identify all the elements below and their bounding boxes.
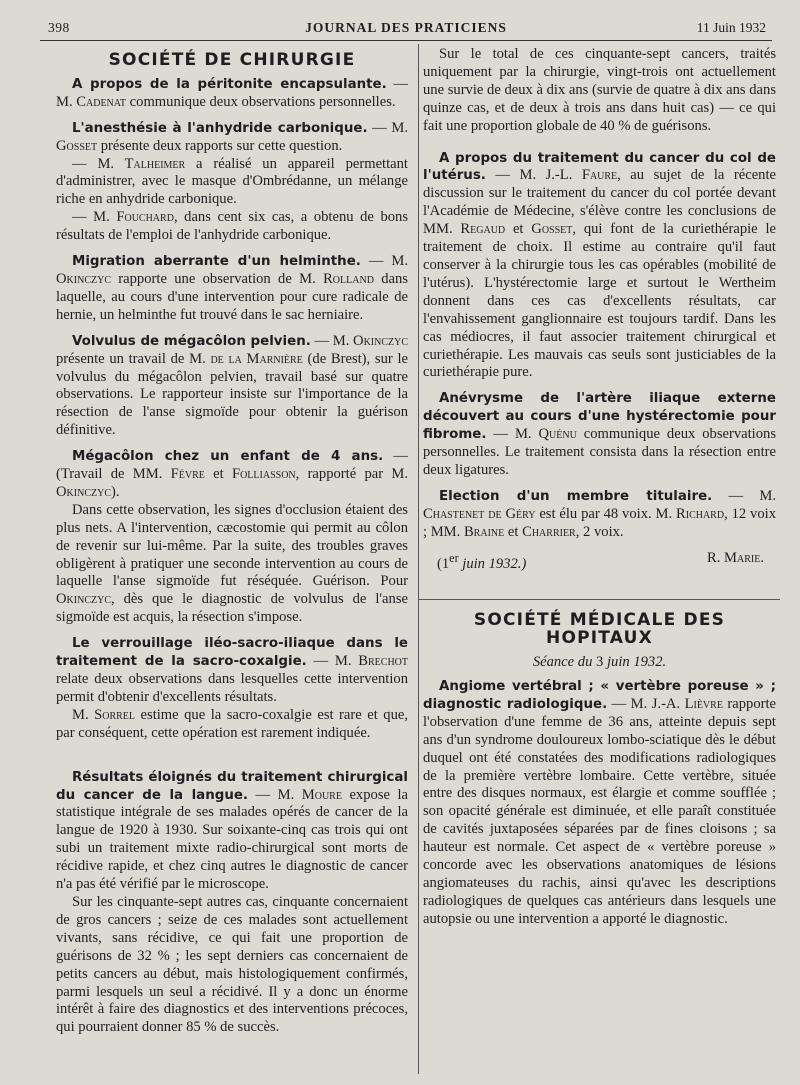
seance-date xyxy=(423,654,776,672)
signature-author: R. Marie. xyxy=(707,549,764,566)
seance-month: juin 1932. xyxy=(603,654,667,671)
author: Folliasson xyxy=(231,466,296,483)
article-title: Angiome vertébral ; « vertèbre poreuse » ; diagnostic radiologique. xyxy=(423,679,776,712)
article-title: Résultats éloignés du traitement chirurgical du cancer de la langue. xyxy=(56,769,408,803)
article-text: , dès que le diagnostic de volvulus de l'anse sigmoïde est acquis, la résection s'impose. xyxy=(56,591,408,626)
article-text: estime que la sacro-coxalgie est rare et que, par conséquent, cette opération est rarement indiquée. xyxy=(56,706,408,741)
left-column xyxy=(56,52,408,1045)
section-title-hopitaux: SOCIÉTÉ MÉDICALE DES HOPITAUX xyxy=(473,610,726,649)
author: M. Moure xyxy=(277,786,342,803)
article-title: Migration aberrante d'un helminthe. xyxy=(72,254,361,270)
article-helminthe: Migration aberrante d'un helminthe. — M. Okinczyc rapporte une observation de M. Rolland dans laquelle, au cours d'une intervention pour cure radicale de hernie, un helminthe fut trouvé dans le sac herniaire. xyxy=(56,253,409,323)
author: M. Chastenet de Géry xyxy=(423,487,777,522)
article-verrouillage: Le verrouillage iléo-sacro-iliaque dans le traitement de la sacro-coxalgie. — M. Brechot relate deux observations dans lesquelles cette intervention permit d'obtenir d'excellents résultats. M. Sorrel estime que la sacro-coxalgie est rare et que, par conséquent, cette opération est rarement indiquée. xyxy=(56,636,408,741)
ordinal-suffix: er xyxy=(449,550,459,565)
section-divider xyxy=(419,599,780,600)
article-cancer-langue: Résultats éloignés du traitement chirurgical du cancer de la langue. — M. Moure expose la statistique intégrale de ses malades opérés de cancer de la langue de 1920 à 1930. Sur soixante-cinq cas trois qui ont subi un traitement mixte radio-chirurgical sont morts de récidive rapide, et chez cinq autres le diagnostic de cancer n'a pas été vérifié par le microscope. Sur les cinquante-sept autres cas, cinquante concernaient de gros cancers ; seize de ces malades sont actuellement vivants, sans récidive, ce qui fait une proportion de guérisons de 32 % ; les sept derniers cas concernaient de petits cancers au début, mais histologiquement confirmés, parmi lesquels un seul a récidivé. Il y a donc un énorme intérêt à faire des diagnostics et des interventions précoces, qui pourraient donner 85 % de succès. xyxy=(56,769,409,1036)
article-megacolon: Mégacôlon chez un enfant de 4 ans. — (Travail de MM. Févre et Folliasson, rapporté par M. Okinczyc). Dans cette observation, les signes d'occlusion étaient des plus nets. A l'intervention, cæcostomie qui permit au côlon de revenir sur lui-même. Par la suite, des troubles graves obligèrent à pratiquer une seconde intervention au cours de laquelle l'anse sigmoïde fut réséquée. Guérison. Pour Okinczyc, dès que le diagnostic de volvulus de l'anse sigmoïde est acquis, la résection s'impose. xyxy=(56,448,408,626)
article-text: , rapporté par M. xyxy=(295,466,408,483)
author: de la Marnière xyxy=(210,350,303,367)
author: Charrier xyxy=(522,523,576,540)
author: M. Quénu xyxy=(514,426,577,443)
author: M. Cadenat xyxy=(56,93,127,110)
author: M. Talheimer xyxy=(97,155,186,172)
seance-day: 3 xyxy=(596,654,604,671)
article-text: a réalisé un appareil permettant d'administrer, avec le masque d'Ombrédanne, un mélange riche en anhydride carbonique. xyxy=(56,155,408,208)
author: M. Brechot xyxy=(334,653,408,670)
article-title: A propos de la péritonite encapsulante. xyxy=(72,76,387,92)
author: Braine xyxy=(463,523,505,540)
article-title: Le verrouillage iléo-sacro-iliaque dans le traitement de la sacro-coxalgie. xyxy=(56,636,408,670)
article-volvulus: Volvulus de mégacôlon pelvien. — M. Okinczyc présente un travail de M. de la Marnière (de Brest), sur le volvulus du mégacôlon pelvien, travail basé sur quatre observations. Le rapporteur insiste sur l'importance de la résection de l'anse sigmoïde pour obtenir la guérison définitive. xyxy=(56,332,409,439)
author: Févre xyxy=(170,466,205,483)
running-header xyxy=(40,14,772,41)
page-number: 398 xyxy=(48,20,70,35)
section-title-chirurgie: SOCIÉTÉ DE CHIRURGIE xyxy=(108,50,356,70)
article-cancer-col: A propos du traitement du cancer du col de l'utérus. — M. J.-L. Faure, au sujet de la récente discussion sur le traitement du cancer du col portée devant l'Académie de Médecine, s'élève contre les conclusions de MM. Regaud et Gosset, qui font de la curiethérapie le traitement de choix. Il estime au contraire qu'il faut conserver à la chirurgie tous les cas opérables (mobilité de l'utérus). L'hystérectomie large et surtout le Wertheim donnent dans ces cas d'excellents résultats, car l'envahissement ganglionnaire est toujours tardif. Dans les cas médiocres, il faut associer traitement chirurgical et curiethérapie. Les mauvais cas seuls sont justiciables de la curiethérapie pure. xyxy=(423,150,777,381)
journal-title: JOURNAL DES PRATICIENS xyxy=(305,20,507,35)
article-text: , 12 voix ; MM. xyxy=(423,505,776,540)
article-text: et xyxy=(204,466,232,483)
article-title: L'anesthésie à l'anhydride carbonique. xyxy=(72,120,368,136)
article-text: rapporte l'observation d'une femme de 36 ans, atteinte depuis sept ans d'un syndrome douloureux lombo-sciatique dès le début duquel ont été constatées des modifications radiologiques de la première vertèbre lombaire. Cette vertèbre, située entre des disques normaux, est élargie et comme soufflée ; son opacité générale est diminuée, et elle paraît constituée de cavités juxtaposées séparées par de fines cloisons ; sa hauteur est normale. Cet aspect de « vertèbre poreuse » concorde avec les observations anatomiques de lésions angiomateuses du rachis, ainsi qu'avec les descriptions radiologiques de quelques cas antérieurs dans lesquels une autopsie ou une intervention a apporté le diagnostic. xyxy=(423,695,777,927)
author: Rolland xyxy=(323,270,374,287)
author: Regaud xyxy=(460,221,506,238)
author: M. Okinczyc xyxy=(332,332,409,349)
article-text: (de Brest), sur le volvulus du mégacôlon pelvien, travail basé sur quatre observations. Le rapporteur insiste sur l'importance de la résection de l'anse sigmoïde pour obtenir la guérison définitive. xyxy=(56,350,408,439)
article-text: ). xyxy=(110,483,120,500)
issue-date: 11 Juin 1932 xyxy=(696,20,766,35)
article-text: relate deux observations dans lesquelles cette intervention permit d'obtenir d'excellents résultats. xyxy=(56,671,408,705)
author: Richard xyxy=(676,505,725,522)
author: M. Sorrel xyxy=(72,706,136,723)
author: Okinczyc xyxy=(56,483,111,500)
article-text: rapporte une observation de M. xyxy=(110,270,324,287)
article-election: Election d'un membre titulaire. — M. Chastenet de Géry est élu par 48 voix. M. Richard, 12 voix ; MM. Braine et Charrier, 2 voix. xyxy=(423,487,777,540)
right-column xyxy=(423,46,776,937)
article-text: , 2 voix. xyxy=(575,523,624,540)
article-anesthesie: L'anesthésie à l'anhydride carbonique. — M. Gosset présente deux rapports sur cette question. — M. Talheimer a réalisé un appareil permettant d'administrer, avec le masque d'Ombrédanne, un mélange riche en anhydride carbonique. — M. Fouchard, dans cent six cas, a obtenu de bons résultats de l'emploi de l'anhydride carbonique. xyxy=(56,119,409,244)
section-signature xyxy=(423,550,776,574)
signature-date: (1er juin 1932.) xyxy=(437,550,527,572)
article-text: et xyxy=(505,221,532,238)
author: Okinczyc xyxy=(56,591,111,608)
author: M. Fouchard xyxy=(93,209,174,226)
article-angiome: Angiome vertébral ; « vertèbre poreuse » ; diagnostic radiologique. — M. J.-A. Lièvre rapporte l'observation d'une femme de 36 ans, atteinte depuis sept ans d'un syndrome douloureux lombo-sciatique dès le début duquel ont été constatées des modifications radiologiques de la première vertèbre lombaire. Cette vertèbre, située entre des disques normaux, est élargie et comme soufflée ; son opacité générale est diminuée, et elle paraît constituée de cavités juxtaposées séparées par de fines cloisons ; sa hauteur est normale. Cet aspect de « vertèbre poreuse » concorde avec les observations anatomiques de lésions angiomateuses du rachis, ainsi qu'avec les descriptions radiologiques de quelques cas antérieurs dans lesquels une autopsie ou une intervention a apporté le diagnostic. xyxy=(423,679,777,927)
article-text: communique deux observations personnelles. xyxy=(126,93,396,110)
article-text: , dans cent six cas, a obtenu de bons résultats de l'emploi de l'anhydride carbonique. xyxy=(56,209,409,244)
article-text: présente deux rapports sur cette question. xyxy=(97,137,343,154)
article-text: communique deux observations personnelles. Le traitement consista dans la résection entre deux ligatures. xyxy=(423,426,777,478)
author: M. J.-A. Lièvre xyxy=(630,695,723,712)
article-title: A propos du traitement du cancer du col de l'utérus. xyxy=(423,150,776,184)
article-text: Sur le total de ces cinquante-sept cancers, traités uniquement par la chirurgie, vingt-trois ont actuellement une survie de deux à dix ans (survie de quatre à dix ans dans quinze cas, et de deux à trois ans dans huit cas) — ce qui fait une proportion globale de 40 % de guérisons. xyxy=(423,46,776,134)
article-title: Election d'un membre titulaire. xyxy=(439,488,713,504)
article-text: Sur les cinquante-sept autres cas, cinquante concernaient de gros cancers ; seize de ces malades sont actuellement vivants, sans récidive, ce qui fait une proportion de guérisons de 32 % ; les sept derniers cas concernaient de petits cancers au début, mais histologiquement confirmés, parmi lesquels un seul a récidivé. Il y a donc un énorme intérêt à faire des diagnostics et des interventions précoces, qui pourraient donner 85 % de succès. xyxy=(56,893,408,1036)
seance-label: Séance du xyxy=(532,654,597,671)
article-title: Volvulus de mégacôlon pelvien. xyxy=(72,333,311,349)
author: M. Gosset xyxy=(56,119,409,154)
article-peritonite: A propos de la péritonite encapsulante. — M. Cadenat communique deux observations personnelles. xyxy=(56,75,408,110)
article-text: , qui font de la curiethérapie le traitement de choix. Il estime au contraire qu'il faut conserver à la chirurgie tous les cas opérables (mobilité de l'utérus). L'hystérectomie large et surtout le Wertheim donnent dans ces cas d'excellents résultats, car l'envahissement ganglionnaire est toujours tardif. Dans les cas médiocres, il faut associer traitement chirurgical et curiethérapie. Les mauvais cas seuls sont justiciables de la curiethérapie pure. xyxy=(423,221,776,381)
article-title: Mégacôlon chez un enfant de 4 ans. xyxy=(72,449,384,465)
article-text: Dans cette observation, les signes d'occlusion étaient des plus nets. A l'intervention, cæcostomie qui permit au côlon de revenir sur lui-même. Par la suite, des troubles graves obligèrent à pratiquer une seconde intervention au cours de laquelle l'anse sigmoïde fut réséquée. Guérison. Pour xyxy=(56,501,408,590)
article-text: présente un travail de M. xyxy=(56,350,211,367)
author: Gosset xyxy=(531,221,573,238)
author: M. J.-L. Faure xyxy=(519,167,618,184)
date-text: juin 1932.) xyxy=(458,555,527,572)
article-text: dans laquelle, au cours d'une intervention pour cure radicale de hernie, un helminthe fut trouvé dans le sac herniaire. xyxy=(56,270,408,323)
article-text: , au sujet de la récente discussion sur le traitement du cancer du col portée devant l'Académie de Médecine, s'élève contre les conclusions de MM. xyxy=(423,167,777,238)
article-text: est élu par 48 voix. M. xyxy=(535,505,676,522)
article-cancer-langue-cont xyxy=(423,46,776,136)
article-text: et xyxy=(504,523,523,540)
author: M. Okinczyc xyxy=(56,253,409,287)
column-rule xyxy=(418,44,419,1074)
article-text: (Travail de MM. xyxy=(56,466,171,483)
article-anevrysme: Anévrysme de l'artère iliaque externe découvert au cours d'une hystérectomie pour fibrome. — M. Quénu communique deux observations personnelles. Le traitement consista dans la résection entre deux ligatures. xyxy=(423,391,777,478)
article-text: expose la statistique intégrale de ses malades opérés de cancer de la langue de 1920 à 1930. Sur soixante-cinq cas trois qui ont subi un traitement mixte radio-chirurgical sont morts de récidive rapide, et chez cinq autres le diagnostic de cancer n'a pas été vérifié par le microscope. xyxy=(56,786,409,893)
article-title: Anévrysme de l'artère iliaque externe découvert au cours d'une hystérectomie pour fibrome. xyxy=(423,391,776,443)
